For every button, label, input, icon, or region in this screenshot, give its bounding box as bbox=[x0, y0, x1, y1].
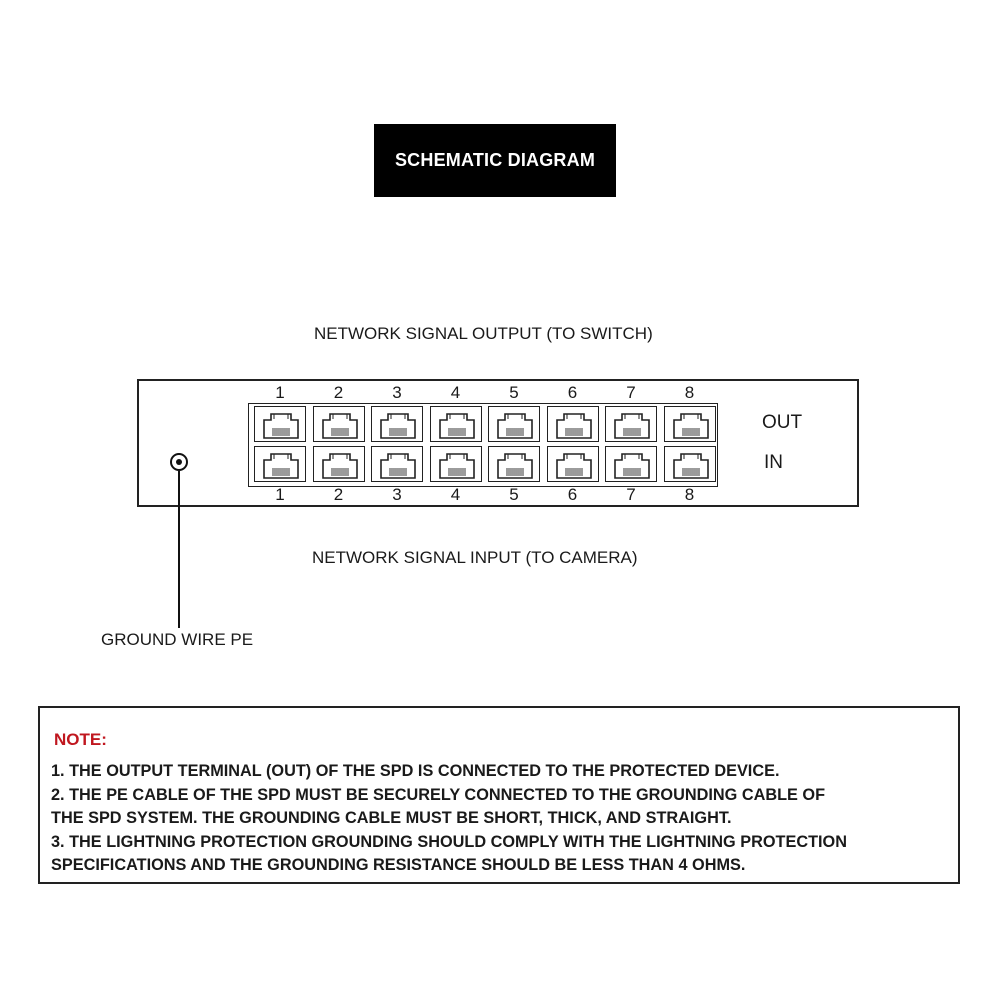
note-box bbox=[38, 706, 960, 884]
output-label: NETWORK SIGNAL OUTPUT (TO SWITCH) bbox=[314, 324, 653, 343]
rj45-port-out-icon bbox=[664, 406, 716, 442]
rj45-port-in-icon bbox=[488, 446, 540, 482]
rj45-port-in-icon bbox=[547, 446, 599, 482]
rj45-port-in-icon bbox=[664, 446, 716, 482]
rj45-port-out-icon bbox=[605, 406, 657, 442]
out-label: OUT bbox=[762, 412, 803, 433]
rj45-port-in-icon bbox=[313, 446, 365, 482]
port-number-top: 4 bbox=[450, 383, 461, 402]
note-body bbox=[51, 760, 952, 878]
port-number-top: 5 bbox=[509, 383, 519, 402]
port-number-bottom: 3 bbox=[392, 485, 402, 504]
port-number-top: 1 bbox=[275, 383, 285, 402]
port-number-bottom: 4 bbox=[450, 485, 461, 504]
port-number-top: 7 bbox=[626, 383, 636, 402]
port-number-top: 3 bbox=[392, 383, 402, 402]
port-number-top: 2 bbox=[333, 383, 344, 402]
note-line: 2. THE PE CABLE OF THE SPD MUST BE SECURELY CONNECTED TO THE GROUNDING CABLE OF bbox=[51, 785, 826, 804]
rj45-port-out-icon bbox=[313, 406, 365, 442]
port-number-top: 8 bbox=[684, 383, 695, 402]
port-number-bottom: 8 bbox=[684, 485, 695, 504]
rj45-port-in-icon bbox=[430, 446, 482, 482]
port-number-bottom: 5 bbox=[509, 485, 519, 504]
schematic-title: SCHEMATIC DIAGRAM bbox=[374, 124, 616, 197]
port-number-bottom: 6 bbox=[567, 485, 578, 504]
rj45-port-out-icon bbox=[547, 406, 599, 442]
rj45-port-in-icon bbox=[605, 446, 657, 482]
ground-label: GROUND WIRE PE bbox=[101, 630, 254, 649]
ground-wire-line bbox=[178, 471, 180, 628]
note-title: NOTE: bbox=[54, 730, 107, 749]
in-label: IN bbox=[764, 452, 783, 473]
rj45-port-out-icon bbox=[488, 406, 540, 442]
port-number-top: 6 bbox=[567, 383, 578, 402]
port-number-bottom: 2 bbox=[333, 485, 344, 504]
rj45-port-out-icon bbox=[430, 406, 482, 442]
note-line: SPECIFICATIONS AND THE GROUNDING RESISTANCE SHOULD BE LESS THAN 4 OHMS. bbox=[51, 856, 746, 874]
note-line: 3. THE LIGHTNING PROTECTION GROUNDING SHOULD COMPLY WITH THE LIGHTNING PROTECTION bbox=[51, 832, 847, 851]
port-number-bottom: 1 bbox=[275, 485, 285, 504]
port-number-bottom: 7 bbox=[626, 485, 636, 504]
input-label: NETWORK SIGNAL INPUT (TO CAMERA) bbox=[312, 548, 638, 567]
rj45-port-in-icon bbox=[254, 446, 306, 482]
rj45-port-out-icon bbox=[254, 406, 306, 442]
note-line: 1. THE OUTPUT TERMINAL (OUT) OF THE SPD IS CONNECTED TO THE PROTECTED DEVICE. bbox=[51, 762, 780, 780]
ground-terminal-dot bbox=[176, 459, 182, 465]
rj45-port-in-icon bbox=[371, 446, 423, 482]
rj45-port-out-icon bbox=[371, 406, 423, 442]
note-line: THE SPD SYSTEM. THE GROUNDING CABLE MUST BE SHORT, THICK, AND STRAIGHT. bbox=[51, 809, 732, 827]
